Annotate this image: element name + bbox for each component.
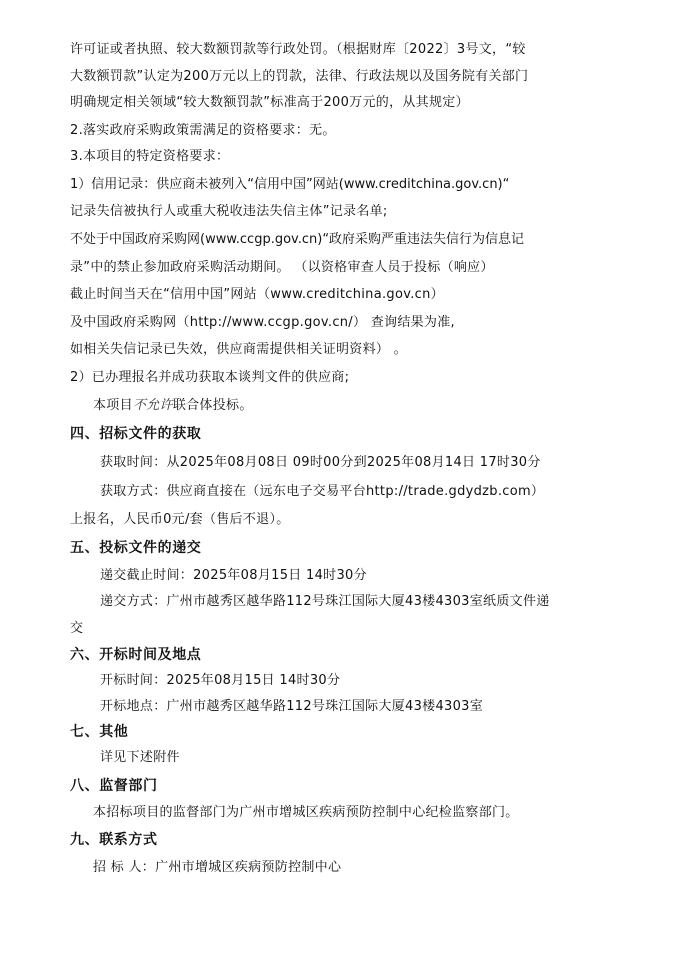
statement-suffix: 联合体投标。 [172, 398, 253, 413]
paragraph-line: 上报名，人民币0元/套（售后不退）。 [70, 512, 290, 527]
paragraph-line: 明确规定相关领域“较大数额罚款”标准高于200万元的，从其规定） [70, 95, 469, 110]
paragraph-line: 大数额罚款”认定为200万元以上的罚款，法律、行政法规以及国务院有关部门 [70, 69, 529, 84]
paragraph-line: 详见下述附件 [100, 750, 180, 765]
paragraph-line: 不处于中国政府采购网(www.ccgp.gov.cn)“政府采购严重违法失信行为信息记 [70, 232, 525, 247]
section-heading-5: 五、投标文件的递交 [70, 540, 202, 556]
consortium-statement [93, 396, 253, 416]
paragraph-line: 获取方式：供应商直接在（远东电子交易平台http://trade.gdydzb.com） [100, 484, 545, 499]
paragraph-line: 本招标项目的监督部门为广州市增城区疾病预防控制中心纪检监察部门。 [93, 805, 519, 820]
paragraph-line: 截止时间当天在“信用中国”网站（www.creditchina.gov.cn） [70, 287, 444, 302]
paragraph-line: 记录失信被执行人或重大税收违法失信主体”记录名单; [70, 204, 388, 219]
paragraph-line: 获取时间：从2025年08月08日 09时00分到2025年08月14日 17时30分 [100, 455, 541, 470]
paragraph-line: 3.本项目的特定资格要求： [70, 149, 230, 164]
paragraph-line: 招 标 人：广州市增城区疾病预防控制中心 [93, 860, 342, 875]
handwritten-fill: 不允许 [132, 398, 173, 413]
section-heading-4: 四、招标文件的获取 [70, 426, 202, 442]
section-heading-6: 六、开标时间及地点 [70, 647, 202, 663]
paragraph-line: 录”中的禁止参加政府采购活动期间。 （以资格审查人员于投标（响应） [70, 260, 494, 275]
paragraph-line: 开标地点：广州市越秀区越华路112号珠江国际大厦43楼4303室 [100, 699, 484, 714]
section-heading-7: 七、其他 [70, 724, 129, 740]
paragraph-line: 如相关失信记录已失效，供应商需提供相关证明资料） 。 [70, 342, 407, 357]
paragraph-line: 递交截止时间：2025年08月15日 14时30分 [100, 568, 367, 583]
paragraph-line: 2）已办理报名并成功获取本谈判文件的供应商; [70, 370, 350, 385]
paragraph-line: 开标时间：2025年08月15日 14时30分 [100, 673, 341, 688]
paragraph-line: 递交方式：广州市越秀区越华路112号珠江国际大厦43楼4303室纸质文件递 [100, 594, 550, 609]
paragraph-line: 及中国政府采购网（http://www.ccgp.gov.cn/） 查询结果为准, [70, 315, 455, 330]
paragraph-line: 2.落实政府采购政策需满足的资格要求：无。 [70, 123, 336, 138]
section-heading-8: 八、监督部门 [70, 778, 158, 794]
paragraph-line: 交 [70, 621, 84, 636]
paragraph-line: 1）信用记录：供应商未被列入“信用中国”网站(www.creditchina.gov.cn)“ [70, 177, 510, 192]
paragraph-line: 许可证或者执照、较大数额罚款等行政处罚。（根据财库〔2022〕3号文，“较 [70, 42, 526, 57]
statement-prefix: 本项目 [93, 398, 133, 413]
section-heading-9: 九、联系方式 [70, 832, 158, 848]
